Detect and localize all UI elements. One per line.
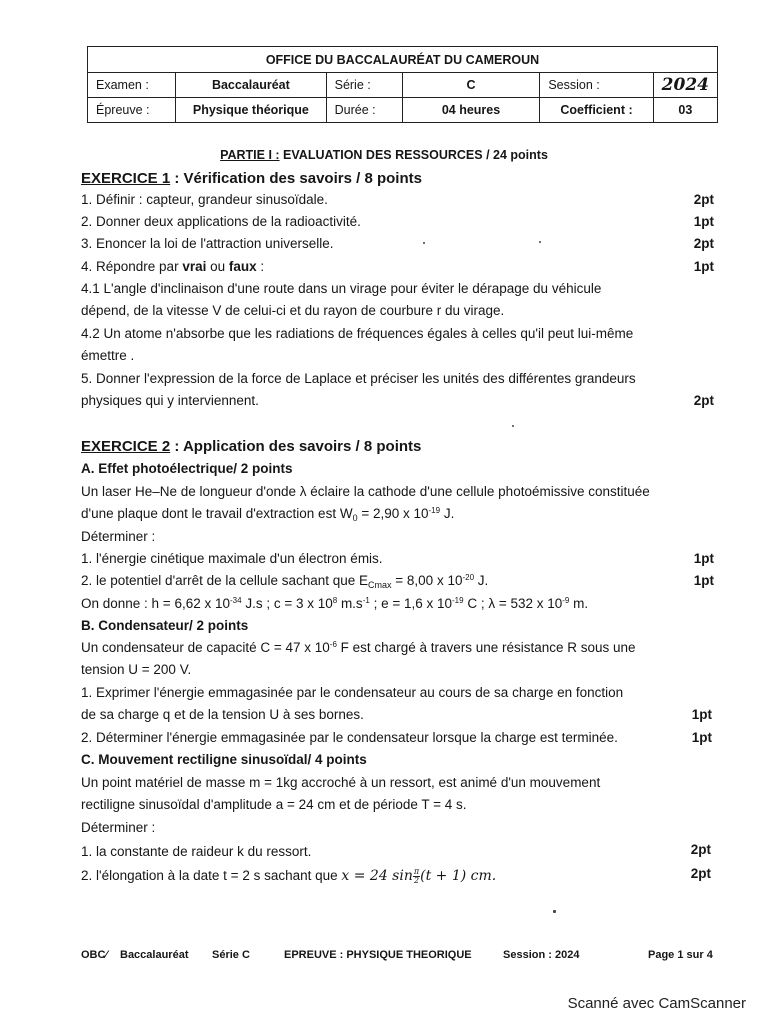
ex1-q42-line1: 4.2 Un atome n'absorbe que les radiations de fréquences égales à celles qu'il peut lui-même <box>81 326 634 341</box>
ex2-A-donnees-s5: -9 <box>562 596 570 605</box>
session-label: Session : <box>540 73 653 98</box>
coefficient-label: Coefficient : <box>540 98 653 123</box>
ex2-B-title: B. Condensateur/ 2 points <box>81 618 249 633</box>
ex2-A-line1: Un laser He–Ne de longueur d'onde λ éclaire la cathode d'une cellule photoémissive constituée <box>81 484 650 499</box>
footer-serie: Série C <box>212 949 250 961</box>
ex2-C-line2: rectiligne sinusoïdal d'amplitude a = 24 cm et de période T = 4 s. <box>81 797 467 812</box>
office-title: OFFICE DU BACCALAURÉAT DU CAMEROUN <box>88 47 718 73</box>
ex2-B-q2: 2. Déterminer l'énergie emmagasinée par le condensateur lorsque la charge est terminée. <box>81 730 618 745</box>
ex2-A-q1-points: 1pt <box>693 551 714 566</box>
footer-obc <box>81 949 107 961</box>
ex2-A-title: A. Effet photoélectrique/ 2 points <box>81 461 293 476</box>
exercice-2-heading <box>81 438 421 456</box>
ex2-A-determiner: Déterminer : <box>81 529 156 544</box>
ex2-A-donnees-s3: -1 <box>362 596 370 605</box>
footer-obc-text: OBC <box>81 949 106 961</box>
ex2-C-line1: Un point matériel de masse m = 1kg accroché à un ressort, est animé d'un mouvement <box>81 775 601 790</box>
partie-label: PARTIE I : <box>220 148 280 162</box>
ex2-A-donnees-s1: -34 <box>230 596 242 605</box>
ex1-q4-faux: faux <box>228 259 257 274</box>
footer-page-number: Page 1 sur 4 <box>648 949 713 961</box>
examen-value: Baccalauréat <box>176 73 326 98</box>
ex2-A-donnees-3: m.s <box>337 596 363 611</box>
ex2-C-determiner: Déterminer : <box>81 820 156 835</box>
ex1-q2: 2. Donner deux applications de la radioactivité. <box>81 214 361 229</box>
exercice-1-title: : Vérification des savoirs / 8 points <box>170 170 422 187</box>
ex2-A-q2-sup: -20 <box>462 573 475 582</box>
ex2-B-line1-sup: -6 <box>329 640 337 649</box>
ex2-A-q1: 1. l'énergie cinétique maximale d'un électron émis. <box>81 551 383 566</box>
duree-value: 04 heures <box>402 98 540 123</box>
ex2-C-q2-frac-num: π <box>413 866 420 876</box>
scanner-watermark: Scanné avec CamScanner <box>567 995 746 1012</box>
ex2-A-donnees-4: ; e = 1,6 x 10 <box>369 596 452 611</box>
scan-speck <box>539 241 541 243</box>
duree-label: Durée : <box>326 98 402 123</box>
ex2-C-q2-math-a: x = 24 sin <box>341 868 413 884</box>
serie-label: Série : <box>326 73 402 98</box>
ex2-A-donnees-s4: -19 <box>452 596 464 605</box>
ex2-A-line2-sub: 0 <box>352 513 358 523</box>
ex1-q4 <box>81 258 264 276</box>
ex2-A-donnees-5: C ; λ = 532 x 10 <box>463 596 563 611</box>
ex2-C-title: C. Mouvement rectiligne sinusoïdal/ 4 points <box>81 752 367 767</box>
partie-heading <box>0 148 768 162</box>
serie-value: C <box>402 73 540 98</box>
ex1-q3-points: 2pt <box>693 236 714 251</box>
ex2-B-line1 <box>81 639 636 657</box>
ex2-A-donnees-s2: 8 <box>332 596 338 605</box>
ex2-B-q2-points: 1pt <box>691 730 712 745</box>
examen-label: Examen : <box>88 73 176 98</box>
ex2-C-q2-frac-den: 2 <box>413 875 420 885</box>
ex1-q42-line2: émettre . <box>81 348 135 363</box>
scan-speck <box>512 425 514 427</box>
ex1-q4-points: 1pt <box>693 259 714 274</box>
ex1-q5-line2: physiques qui y interviennent. <box>81 393 259 408</box>
footer-obc-mark: ⁄ <box>105 949 108 961</box>
exercice-1-heading <box>81 170 422 188</box>
ex1-q2-points: 1pt <box>693 214 714 229</box>
ex1-q4-ou: ou <box>206 259 229 274</box>
partie-title: EVALUATION DES RESSOURCES / 24 points <box>279 148 548 162</box>
ex2-C-q1: 1. la constante de raideur k du ressort. <box>81 844 312 859</box>
ex2-A-q2-pre: 2. le potentiel d'arrêt de la cellule sachant que E <box>81 573 369 588</box>
header-table <box>87 46 718 123</box>
ex2-B-q1-line2: de sa charge q et de la tension U à ses bornes. <box>81 707 364 722</box>
ex2-A-line2 <box>81 505 454 523</box>
ex2-C-q1-points: 2pt <box>690 842 711 857</box>
ex2-B-line1-post: F est chargé à travers une résistance R sous une <box>336 640 636 655</box>
footer-session: Session : 2024 <box>503 949 580 961</box>
ex2-C-q2-points: 2pt <box>690 866 711 881</box>
exercice-2-label: EXERCICE 2 <box>81 438 171 455</box>
coefficient-value: 03 <box>653 98 717 123</box>
ex2-B-q1-points: 1pt <box>691 707 712 722</box>
ex2-A-q2-sub: Cmax <box>368 580 392 590</box>
scan-speck <box>423 242 425 244</box>
ex2-C-q2-math-b: (t + 1) cm. <box>420 868 497 884</box>
ex1-q4-vrai: vrai <box>182 259 207 274</box>
ex2-B-q1-line1: 1. Exprimer l'énergie emmagasinée par le condensateur au cours de sa charge en fonction <box>81 685 624 700</box>
ex1-q1-points: 2pt <box>693 192 714 207</box>
ex2-A-q2 <box>81 572 488 590</box>
footer-epreuve: EPREUVE : PHYSIQUE THEORIQUE <box>284 949 472 961</box>
ex2-A-q2-mid: = 8,00 x 10 <box>391 573 463 588</box>
ex2-A-donnees-2: J.s ; c = 3 x 10 <box>241 596 333 611</box>
footer-baccalaureat: Baccalauréat <box>120 949 189 961</box>
epreuve-value: Physique théorique <box>176 98 326 123</box>
ex2-C-q2 <box>81 867 496 885</box>
session-value: 2024 <box>653 73 717 98</box>
ex2-A-line2-sup: -19 <box>428 506 441 515</box>
ex1-q4-pre: 4. Répondre par <box>81 259 183 274</box>
ex2-A-donnees-6: m. <box>569 596 589 611</box>
ex1-q3: 3. Enoncer la loi de l'attraction universelle. <box>81 236 334 251</box>
ex2-A-donnees-1: On donne : h = 6,62 x 10 <box>81 596 230 611</box>
ex2-A-donnees <box>81 595 588 613</box>
ex2-B-line2: tension U = 200 V. <box>81 662 192 677</box>
epreuve-label: Épreuve : <box>88 98 176 123</box>
ex1-q41-line1: 4.1 L'angle d'inclinaison d'une route dans un virage pour éviter le dérapage du véhicule <box>81 281 602 296</box>
scan-speck <box>553 910 556 913</box>
ex2-A-line2-post: J. <box>440 506 455 521</box>
ex1-q41-line2: dépend, de la vitesse V de celui-ci et du rayon de courbure r du virage. <box>81 303 505 318</box>
exercice-1-label: EXERCICE 1 <box>81 170 171 187</box>
ex1-q5-line1: 5. Donner l'expression de la force de Laplace et préciser les unités des différentes grandeurs <box>81 371 636 386</box>
ex2-A-q2-points: 1pt <box>693 573 714 588</box>
ex1-q4-post: : <box>256 259 265 274</box>
ex2-A-q2-post: J. <box>474 573 489 588</box>
ex2-C-q2-pre: 2. l'élongation à la date t = 2 s sachant que <box>81 868 342 883</box>
ex1-q1: 1. Définir : capteur, grandeur sinusoïdale. <box>81 192 328 207</box>
ex2-B-line1-pre: Un condensateur de capacité C = 47 x 10 <box>81 640 330 655</box>
ex2-A-line2-mid: = 2,90 x 10 <box>357 506 429 521</box>
ex2-A-line2-pre: d'une plaque dont le travail d'extraction est W <box>81 506 353 521</box>
exercice-2-title: : Application des savoirs / 8 points <box>170 438 422 455</box>
ex1-q5-points: 2pt <box>693 393 714 408</box>
